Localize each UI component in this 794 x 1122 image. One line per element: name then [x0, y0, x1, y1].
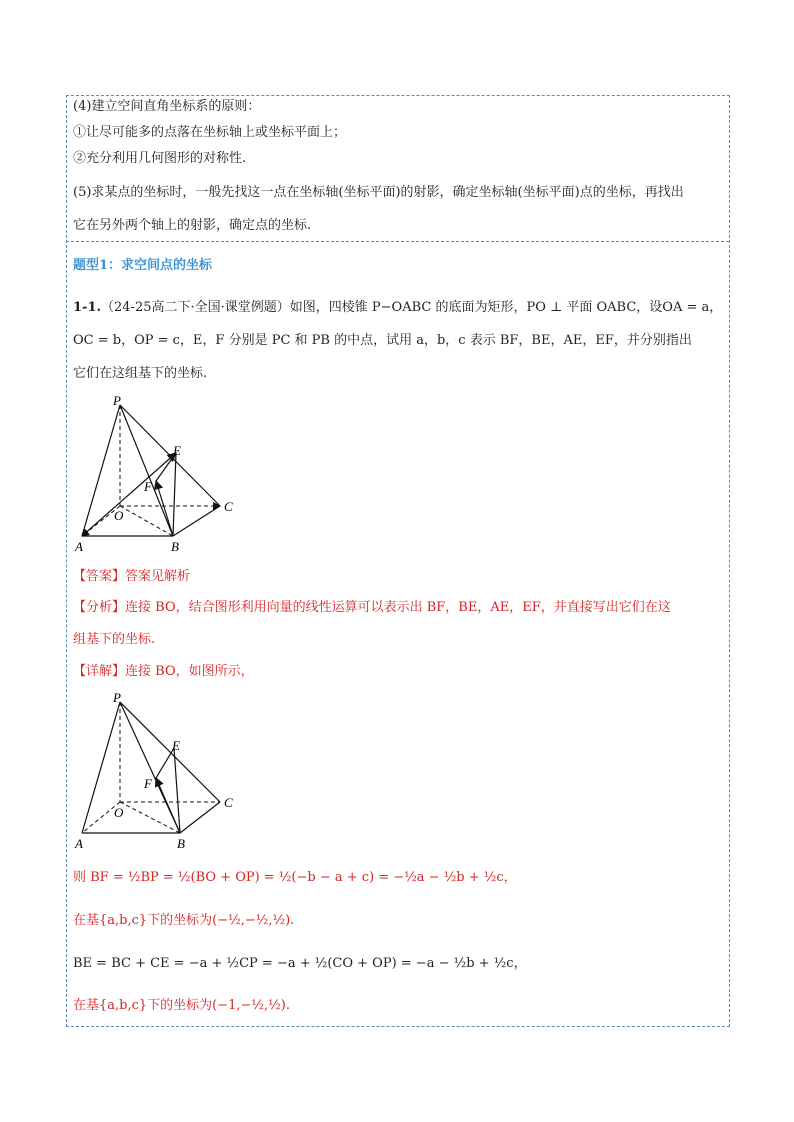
- problem-number: 1-1.: [73, 300, 102, 315]
- principle-item-3-line1: (5)求某点的坐标时，一般先找这一点在坐标轴(坐标平面)的射影，确定坐标轴(坐标平面)点的坐标，再找出: [73, 185, 684, 200]
- label-B: B: [171, 539, 179, 554]
- label-E: E: [173, 443, 181, 458]
- pyramid-figure-1: [70, 393, 245, 558]
- problem-text-1: 如图，四棱锥 P−OABC 的底面为矩形，PO ⊥ 平面 OABC，设: [289, 300, 663, 315]
- label-E-2: E: [172, 738, 180, 753]
- label-A-2: A: [75, 836, 83, 851]
- detail-label: 【详解】: [73, 664, 126, 679]
- formula-be: BE = BC + CE = −a + ½CP = −a + ½(CO + OP) = −a − ½b + ½c，: [73, 956, 527, 971]
- principle-item-2: ②充分利用几何图形的对称性.: [73, 151, 247, 166]
- formula-be-coords: 在基{a,b,c}下的坐标为(−1,−½,½).: [73, 998, 290, 1013]
- label-P: P: [113, 393, 121, 408]
- answer-line: [73, 568, 190, 586]
- section-heading: 题型1：求空间点的坐标: [73, 258, 213, 273]
- label-P-2: P: [113, 690, 121, 705]
- label-B-2: B: [177, 836, 185, 851]
- principle-title: (4)建立空间直角坐标系的原则：: [73, 99, 261, 114]
- principle-item-3-line2: 它在另外两个轴上的射影，确定点的坐标.: [73, 218, 312, 233]
- label-C-2: C: [224, 795, 233, 810]
- analysis-line-2: 组基下的坐标.: [73, 632, 156, 647]
- problem-line-1: [73, 299, 722, 317]
- formula-bf-coords: 在基{a,b,c}下的坐标为(−½,−½,½).: [73, 913, 295, 928]
- answer-text: 答案见解析: [125, 569, 191, 584]
- analysis-line-1: [73, 599, 671, 617]
- label-C: C: [224, 499, 233, 514]
- label-O: O: [114, 508, 124, 523]
- principle-item-1: ①让尽可能多的点落在坐标轴上或坐标平面上；: [73, 125, 347, 140]
- detail-line: [73, 663, 254, 681]
- problem-line-2: OC = b，OP = c，E，F 分别是 PC 和 PB 的中点，试用 a，b，c 表示 BF，BE，AE，EF，并分别指出: [73, 333, 692, 348]
- detail-text: 连接 BO，如图所示，: [125, 664, 254, 679]
- label-A: A: [75, 539, 83, 554]
- label-O-2: O: [114, 805, 124, 820]
- analysis-text-1: 连接 BO，结合图形利用向量的线性运算可以表示出 BF，BE，AE，EF，并直接写出它们在这: [125, 600, 671, 615]
- problem-vec-oa: OA = a，: [662, 300, 723, 315]
- label-F: F: [144, 479, 152, 494]
- analysis-label: 【分析】: [73, 600, 126, 615]
- problem-source: （24-25高二下·全国·课堂例题）: [101, 300, 290, 315]
- label-F-2: F: [144, 776, 152, 791]
- pyramid-figure-2: [70, 688, 245, 853]
- answer-label: 【答案】: [73, 569, 126, 584]
- section-divider: [66, 241, 729, 242]
- problem-line-3: 它们在这组基下的坐标.: [73, 366, 208, 381]
- formula-bf: 则 BF = ½BP = ½(BO + OP) = ½(−b − a + c) = −½a − ½b + ½c，: [73, 870, 517, 885]
